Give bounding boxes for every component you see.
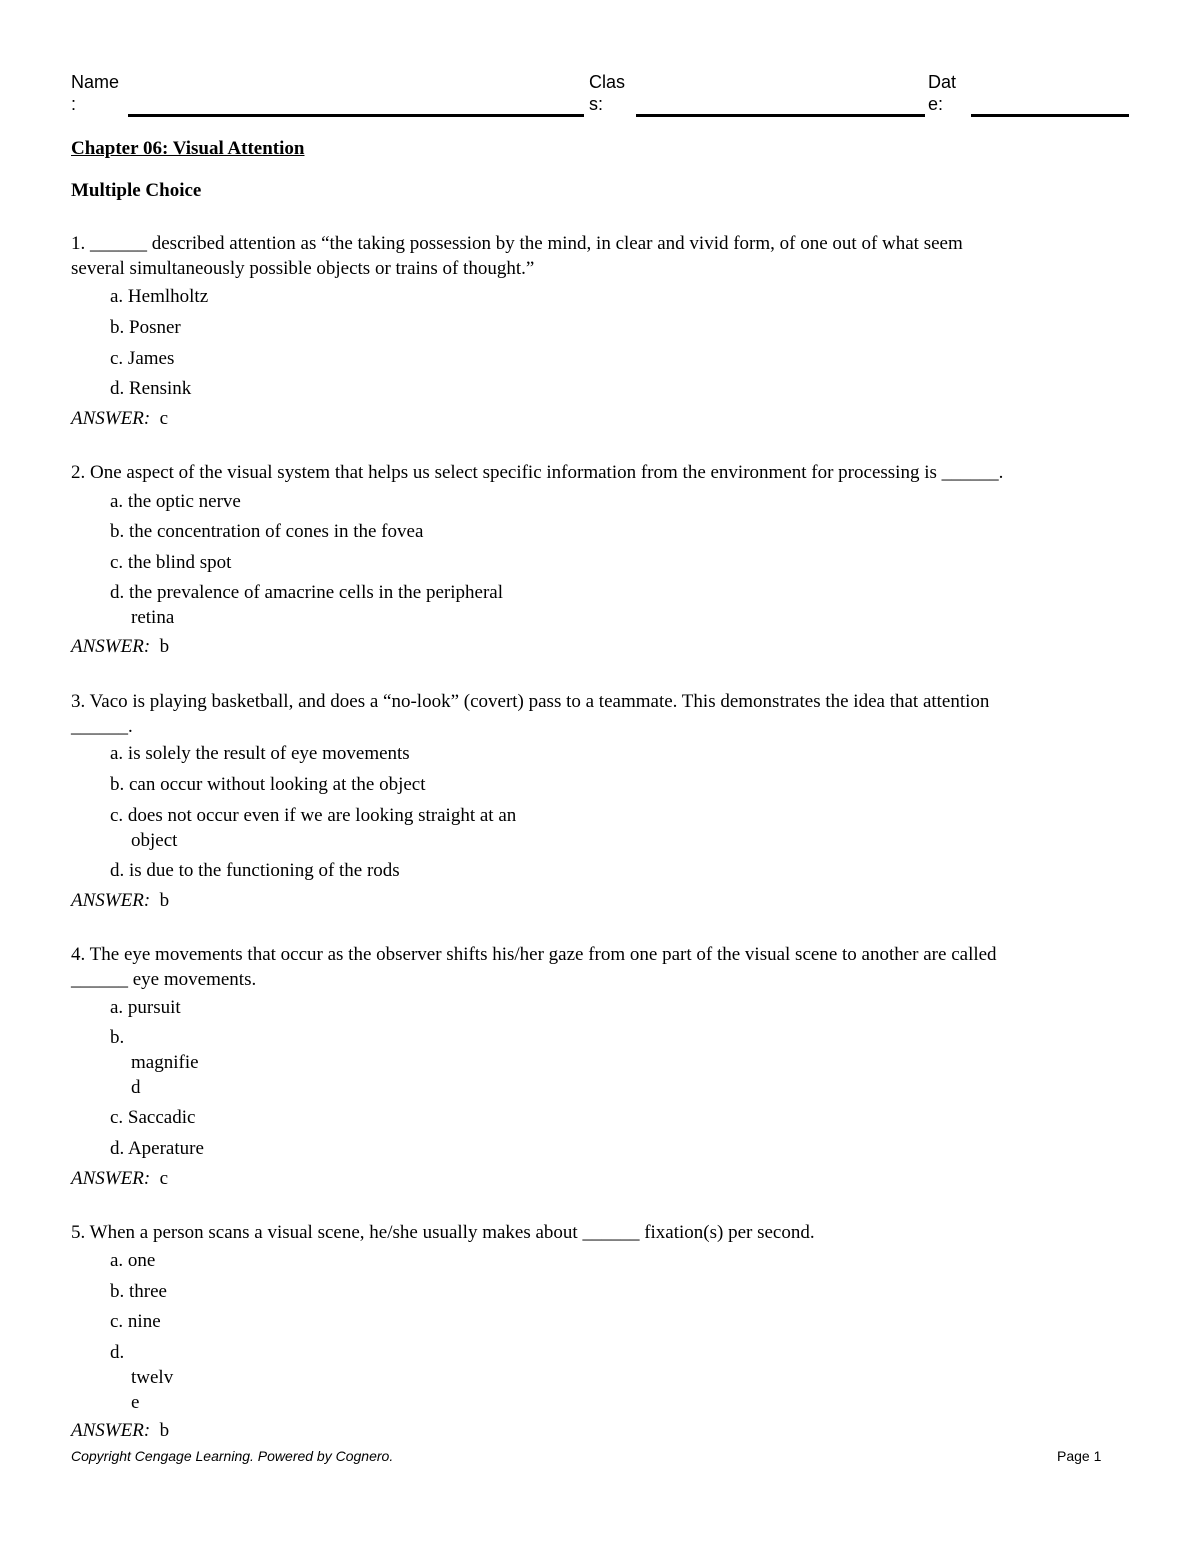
name-field[interactable] <box>128 114 584 117</box>
question-1-option-a: a. Hemlholtz <box>110 286 209 307</box>
date-label: Dat e: <box>928 72 957 114</box>
question-2-option-d: d. the prevalence of amacrine cells in the peripheral retina <box>110 582 503 628</box>
question-1-option-c: c. James <box>110 348 175 369</box>
question-1-option-d: d. Rensink <box>110 378 192 399</box>
question-4-option-a: a. pursuit <box>110 997 181 1018</box>
question-4: 4. The eye movements that occur as the observer shifts his/her gaze from one part of the visual scene to another are called ______ eye movements. <box>71 944 997 990</box>
question-1-option-b: b. Posner <box>110 317 181 338</box>
question-5-option-b: b. three <box>110 1281 167 1302</box>
question-5-option-d: d. twelv e <box>110 1342 174 1413</box>
question-3-answer: ANSWER: b <box>71 890 170 911</box>
question-5: 5. When a person scans a visual scene, he/she usually makes about ______ fixation(s) per second. <box>71 1222 815 1243</box>
question-5-answer: ANSWER: b <box>71 1420 170 1441</box>
section-heading: Multiple Choice <box>71 180 202 201</box>
name-label: Name : <box>71 72 120 114</box>
question-2-option-a: a. the optic nerve <box>110 491 241 512</box>
question-2-option-b: b. the concentration of cones in the fovea <box>110 521 424 542</box>
question-2-option-c: c. the blind spot <box>110 552 232 573</box>
question-2: 2. One aspect of the visual system that helps us select specific information from the environment for processing is ______. <box>71 462 1004 483</box>
question-3-option-b: b. can occur without looking at the object <box>110 774 426 795</box>
question-5-option-c: c. nine <box>110 1311 161 1332</box>
question-4-option-c: c. Saccadic <box>110 1107 196 1128</box>
question-1-answer: ANSWER: c <box>71 408 169 429</box>
question-3-option-a: a. is solely the result of eye movements <box>110 743 410 764</box>
copyright-footer: Copyright Cengage Learning. Powered by Cognero. <box>71 1448 394 1464</box>
date-field[interactable] <box>971 114 1129 117</box>
question-4-option-b: b. magnifie d <box>110 1027 199 1098</box>
class-label: Clas s: <box>589 72 626 114</box>
question-4-option-d: d. Aperature <box>110 1138 204 1159</box>
chapter-title: Chapter 06: Visual Attention <box>71 138 305 159</box>
question-1: 1. ______ described attention as “the taking possession by the mind, in clear and vivid form, of one out of what seem several simultaneously possible objects or trains of thought.” <box>71 233 963 279</box>
question-2-answer: ANSWER: b <box>71 636 170 657</box>
question-5-option-a: a. one <box>110 1250 156 1271</box>
question-3-option-c: c. does not occur even if we are looking straight at an object <box>110 805 517 851</box>
class-field[interactable] <box>636 114 925 117</box>
question-3: 3. Vaco is playing basketball, and does a “no-look” (covert) pass to a teammate. This demonstrates the idea that attention ______. <box>71 691 990 737</box>
page-number: Page 1 <box>1057 1448 1102 1464</box>
question-4-answer: ANSWER: c <box>71 1168 169 1189</box>
question-3-option-d: d. is due to the functioning of the rods <box>110 860 400 881</box>
